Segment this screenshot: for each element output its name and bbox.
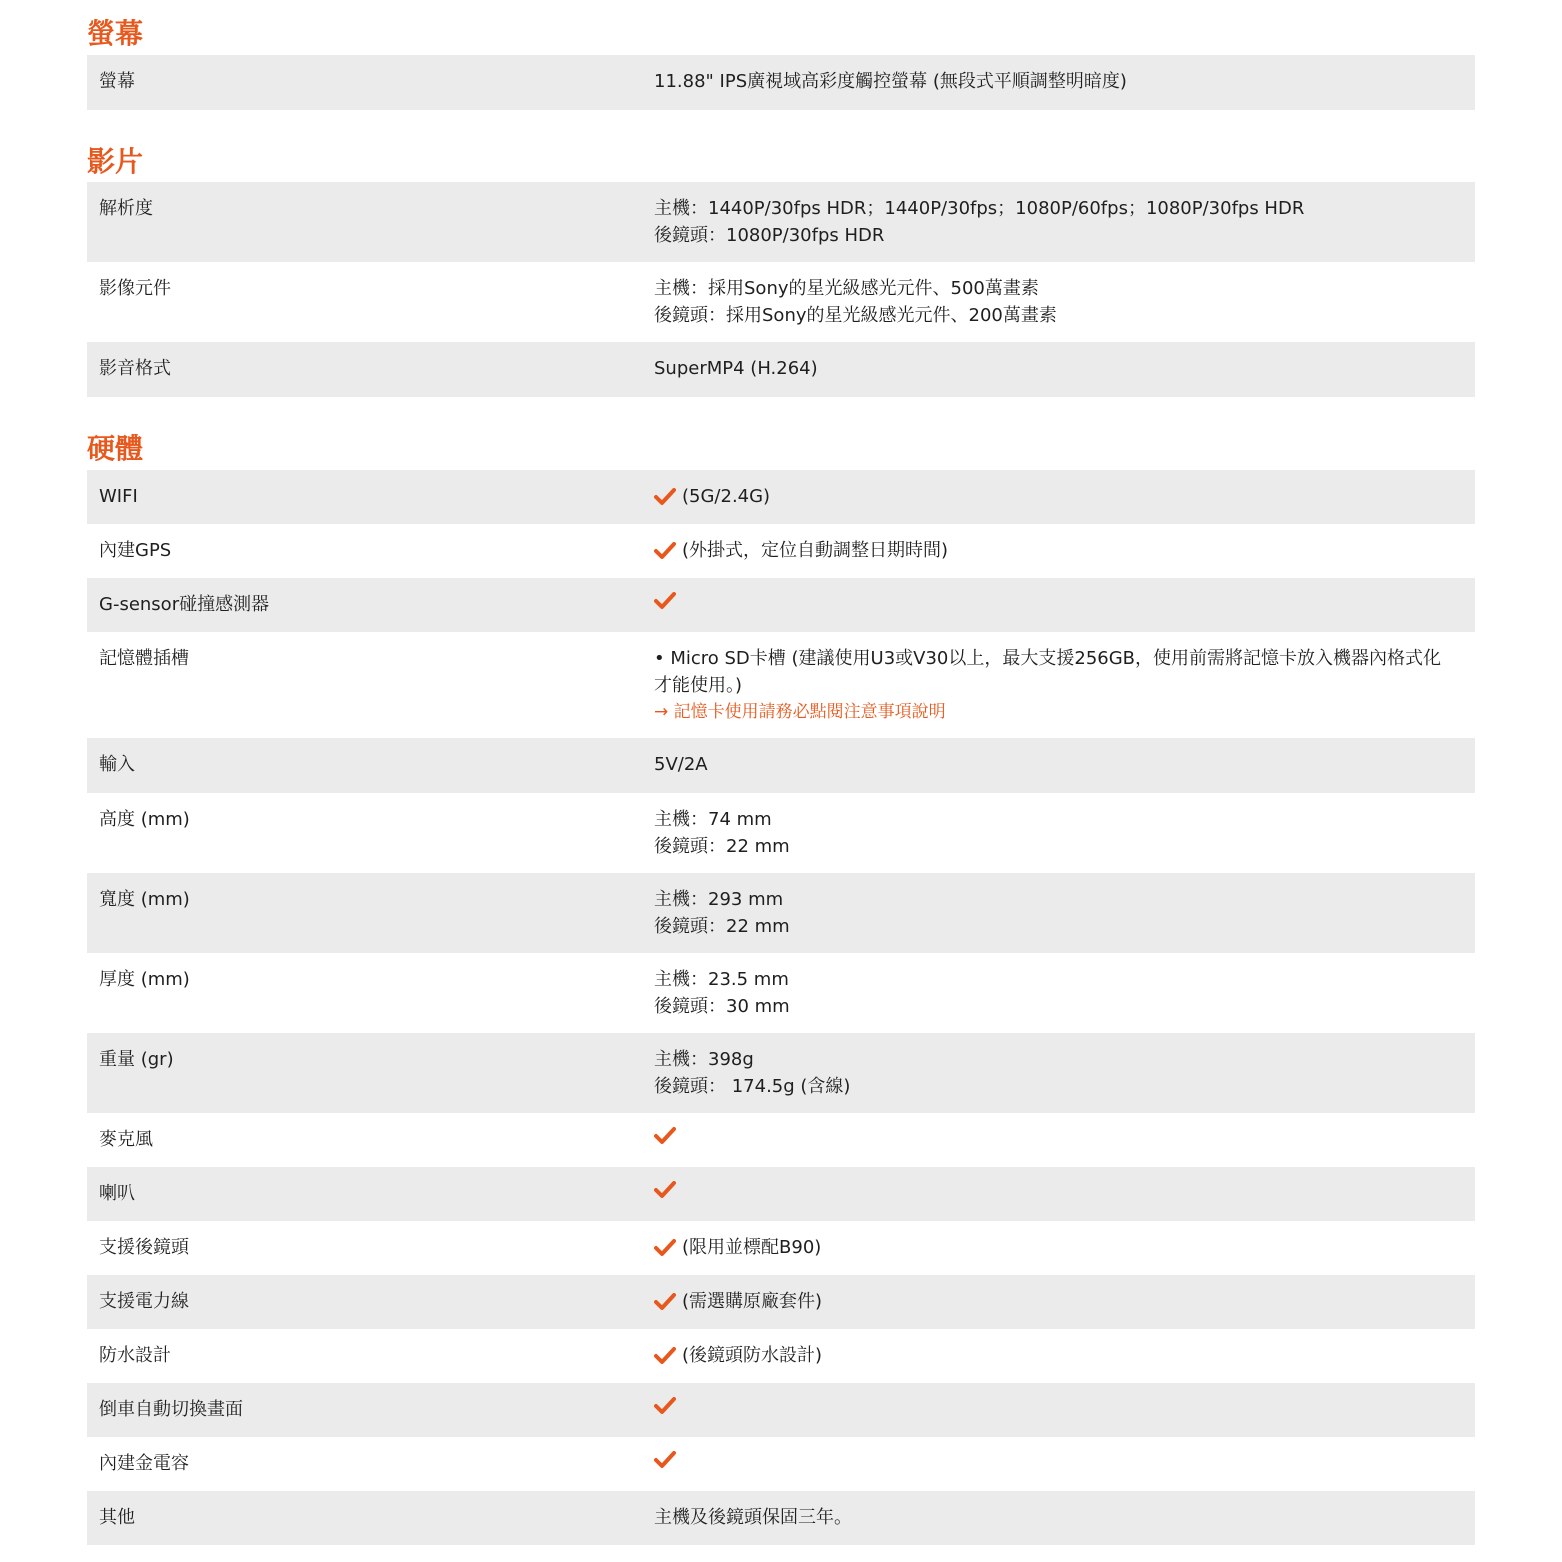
spec-value: [654, 1396, 1459, 1423]
spec-value: [654, 483, 1459, 514]
spec-label: 螢幕: [99, 71, 135, 92]
spec-value-line: 主機及後鏡頭保固三年。: [654, 1507, 852, 1528]
spec-value-line: 後鏡頭：採用Sony的星光級感光元件、200萬畫素: [654, 305, 1057, 326]
spec-value: [654, 537, 1459, 568]
checkmark-icon: [654, 542, 676, 560]
spec-value: [654, 1180, 1459, 1207]
spec-value: [654, 355, 1459, 382]
spec-row-input: [87, 738, 1475, 793]
spec-value: [654, 275, 1459, 329]
spec-row-weight: [87, 1033, 1475, 1113]
spec-label: 輸入: [99, 754, 135, 775]
spec-label: 影音格式: [99, 358, 171, 379]
spec-row-av-format: [87, 342, 1475, 397]
spec-value: [654, 1450, 1459, 1477]
spec-row-rear-camera: [87, 1221, 1475, 1275]
spec-label: 倒車自動切換畫面: [99, 1399, 243, 1420]
spec-value-line: 後鏡頭：22 mm: [654, 836, 790, 857]
spec-value-line: SuperMP4 (H.264): [654, 358, 818, 379]
spec-value-line: 主機：74 mm: [654, 809, 772, 830]
checkmark-icon: [654, 1451, 676, 1469]
spec-row-gps: [87, 524, 1475, 578]
spec-row-gsensor: [87, 578, 1475, 632]
spec-value: [654, 751, 1459, 778]
spec-label: 內建金電容: [99, 1453, 189, 1474]
spec-value-line: 主機：398g: [654, 1049, 754, 1070]
spec-label: 厚度 (mm): [99, 969, 190, 990]
spec-row-supercapacitor: [87, 1437, 1475, 1491]
spec-row-thickness: [87, 953, 1475, 1033]
checkmark-icon: [654, 1347, 676, 1365]
check-note: (後鏡頭防水設計): [682, 1345, 823, 1366]
spec-row-microphone: [87, 1113, 1475, 1167]
check-note: (外掛式，定位自動調整日期時間): [682, 540, 949, 561]
spec-value: [654, 1504, 1459, 1531]
spec-row-image-sensor: [87, 262, 1475, 342]
check-note: (5G/2.4G): [682, 486, 771, 507]
spec-label: 高度 (mm): [99, 809, 190, 830]
spec-row-resolution: [87, 182, 1475, 262]
spec-value: [654, 1234, 1459, 1265]
spec-value: [654, 806, 1459, 860]
spec-label: 其他: [99, 1507, 135, 1528]
checkmark-icon: [654, 1127, 676, 1145]
spec-label: 解析度: [99, 198, 153, 219]
spec-label: 記憶體插槽: [99, 648, 189, 669]
spec-label: 寬度 (mm): [99, 889, 190, 910]
checkmark-icon: [654, 1397, 676, 1415]
spec-value-line: 後鏡頭： 174.5g (含線): [654, 1076, 851, 1097]
spec-value: [654, 966, 1459, 1020]
section-title-video: 影片: [87, 145, 144, 178]
spec-label: 喇叭: [99, 1183, 135, 1204]
spec-row-waterproof: [87, 1329, 1475, 1383]
checkmark-icon: [654, 488, 676, 506]
spec-row-reverse-switch: [87, 1383, 1475, 1437]
checkmark-icon: [654, 1181, 676, 1199]
spec-row-screen: [87, 55, 1475, 110]
spec-label: 防水設計: [99, 1345, 171, 1366]
spec-value: [654, 591, 1459, 618]
spec-row-speaker: [87, 1167, 1475, 1221]
spec-label: 麥克風: [99, 1129, 153, 1150]
checkmark-icon: [654, 592, 676, 610]
spec-row-height: [87, 793, 1475, 873]
spec-value: [654, 645, 1459, 726]
check-note: (限用並標配B90): [682, 1237, 822, 1258]
spec-label: 重量 (gr): [99, 1049, 174, 1070]
spec-value: [654, 1288, 1459, 1319]
spec-label: 支援電力線: [99, 1291, 189, 1312]
spec-value: [654, 1342, 1459, 1373]
spec-label: 內建GPS: [99, 540, 172, 561]
memory-card-notice-link[interactable]: → 記憶卡使用請務必點閱注意事項說明: [654, 702, 946, 722]
spec-row-width: [87, 873, 1475, 953]
spec-row-wifi: [87, 470, 1475, 524]
spec-label: 支援後鏡頭: [99, 1237, 189, 1258]
spec-value: [654, 1046, 1459, 1100]
spec-value-line: 主機：1440P/30fps HDR；1440P/30fps；1080P/60fps；1080P/30fps HDR: [654, 198, 1305, 219]
spec-value-line: 5V/2A: [654, 754, 708, 775]
spec-row-power-cable: [87, 1275, 1475, 1329]
section-title-screen: 螢幕: [87, 17, 144, 50]
spec-value: [654, 195, 1459, 249]
spec-value-line: 11.88" IPS廣視域高彩度觸控螢幕 (無段式平順調整明暗度): [654, 71, 1127, 92]
spec-value-line: 主機：23.5 mm: [654, 969, 789, 990]
spec-label: WIFI: [99, 486, 138, 507]
spec-value-line: 後鏡頭：1080P/30fps HDR: [654, 225, 885, 246]
spec-label: G-sensor碰撞感測器: [99, 594, 270, 615]
spec-value: [654, 886, 1459, 940]
spec-value-line: 主機：293 mm: [654, 889, 784, 910]
spec-row-other: [87, 1491, 1475, 1545]
spec-value-line: 後鏡頭：22 mm: [654, 916, 790, 937]
checkmark-icon: [654, 1239, 676, 1257]
spec-value-line: 主機：採用Sony的星光級感光元件、500萬畫素: [654, 278, 1039, 299]
spec-row-memory-slot: [87, 632, 1475, 738]
section-title-hardware: 硬體: [87, 432, 144, 465]
spec-value-line: 後鏡頭：30 mm: [654, 996, 790, 1017]
check-note: (需選購原廠套件): [682, 1291, 823, 1312]
spec-value: [654, 68, 1459, 95]
spec-value: [654, 1126, 1459, 1153]
checkmark-icon: [654, 1293, 676, 1311]
spec-value-line: • Micro SD卡槽 (建議使用U3或V30以上，最大支援256GB，使用前需將記憶卡放入機器內格式化才能使用。): [654, 648, 1442, 696]
spec-label: 影像元件: [99, 278, 171, 299]
